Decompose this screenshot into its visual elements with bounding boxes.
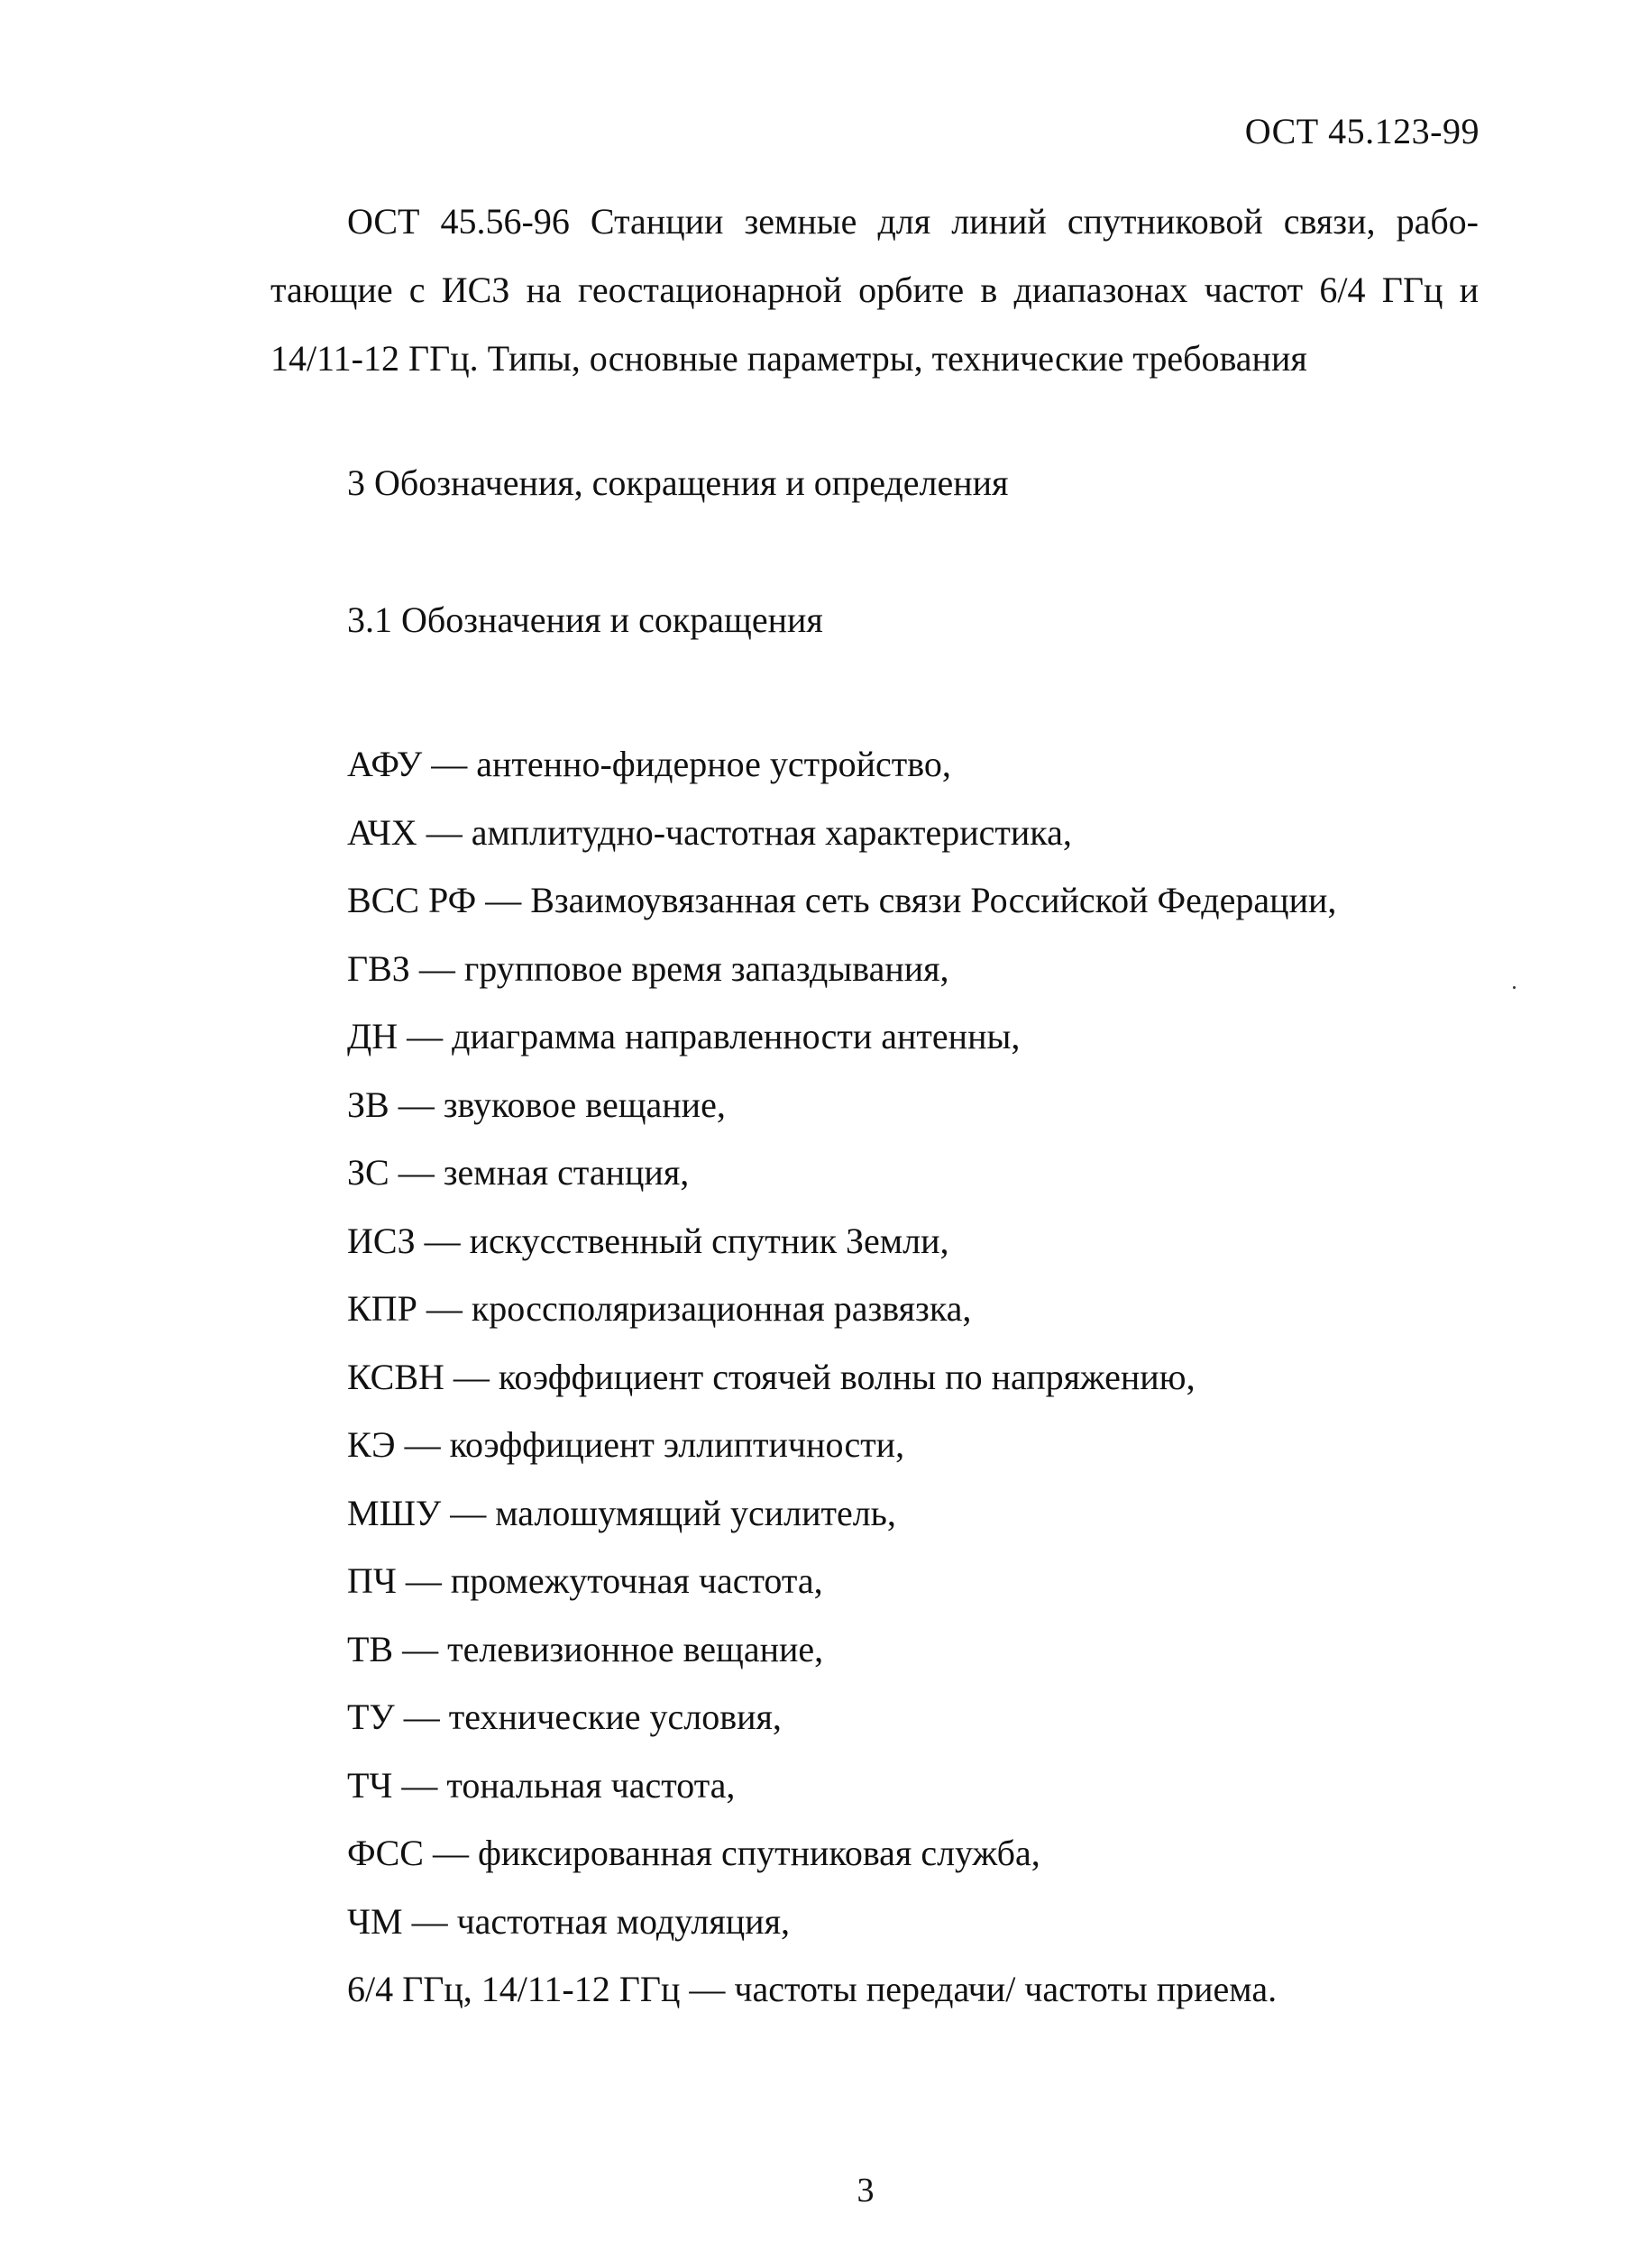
document-code: ОСТ 45.123-99 <box>1244 111 1480 151</box>
abbreviation-item: АЧХ — амплитудно-частотная характеристика, <box>347 811 1072 853</box>
abbreviation-item: КПР — кроссполяризационная развязка, <box>347 1288 972 1329</box>
abbreviation-item: ВСС РФ — Взаимоувязанная сеть связи Российской Федерации, <box>347 880 1337 920</box>
abbreviation-item: АФУ — антенно-фидерное устройство, <box>347 744 951 784</box>
abbreviation-item: МШУ — малошумящий усилитель, <box>347 1492 896 1533</box>
abbreviations-list <box>347 730 1336 2024</box>
reference-standard-paragraph <box>270 187 1479 393</box>
abbreviation-item: ЧМ — частотная модуляция, <box>347 1900 790 1942</box>
abbreviation-item: 6/4 ГГц, 14/11-12 ГГц — частоты передачи/ частоты приема. <box>347 1969 1278 2009</box>
abbreviation-item: ЗС — земная станция, <box>347 1152 690 1193</box>
section-heading: 3 Обозначения, сокращения и определения <box>347 462 1009 503</box>
abbreviation-item: ТВ — телевизионное вещание, <box>347 1628 824 1669</box>
abbreviation-item: КСВН — коэффициент стоячей волны по напряжению, <box>347 1356 1196 1397</box>
reference-line: 14/11-12 ГГц. Типы, основные параметры, технические требования <box>270 338 1307 379</box>
reference-line: ОСТ 45.56-96 Станции земные для линий спутниковой связи, рабо- <box>347 201 1479 242</box>
subsection-heading: 3.1 Обозначения и сокращения <box>347 599 823 640</box>
abbreviation-item: ФСС — фиксированная спутниковая служба, <box>347 1833 1040 1873</box>
abbreviation-item: ТЧ — тональная частота, <box>347 1764 736 1806</box>
abbreviation-item: ПЧ — промежуточная частота, <box>347 1560 823 1601</box>
abbreviation-item: КЭ — коэффициент эллиптичности, <box>347 1424 905 1465</box>
page-number: 3 <box>857 2172 875 2209</box>
abbreviation-item: ДН — диаграмма направленности антенны, <box>347 1016 1021 1056</box>
abbreviation-item: ТУ — технические условия, <box>347 1696 782 1737</box>
abbreviation-item: ЗВ — звуковое вещание, <box>347 1084 726 1125</box>
reference-line: тающие с ИСЗ на геостационарной орбите в диапазонах частот 6/4 ГГц и <box>270 270 1479 310</box>
abbreviation-item: ИСЗ — искусственный спутник Земли, <box>347 1220 949 1261</box>
abbreviation-item: ГВЗ — групповое время запаздывания, <box>347 947 949 989</box>
scan-speck <box>1513 986 1516 989</box>
